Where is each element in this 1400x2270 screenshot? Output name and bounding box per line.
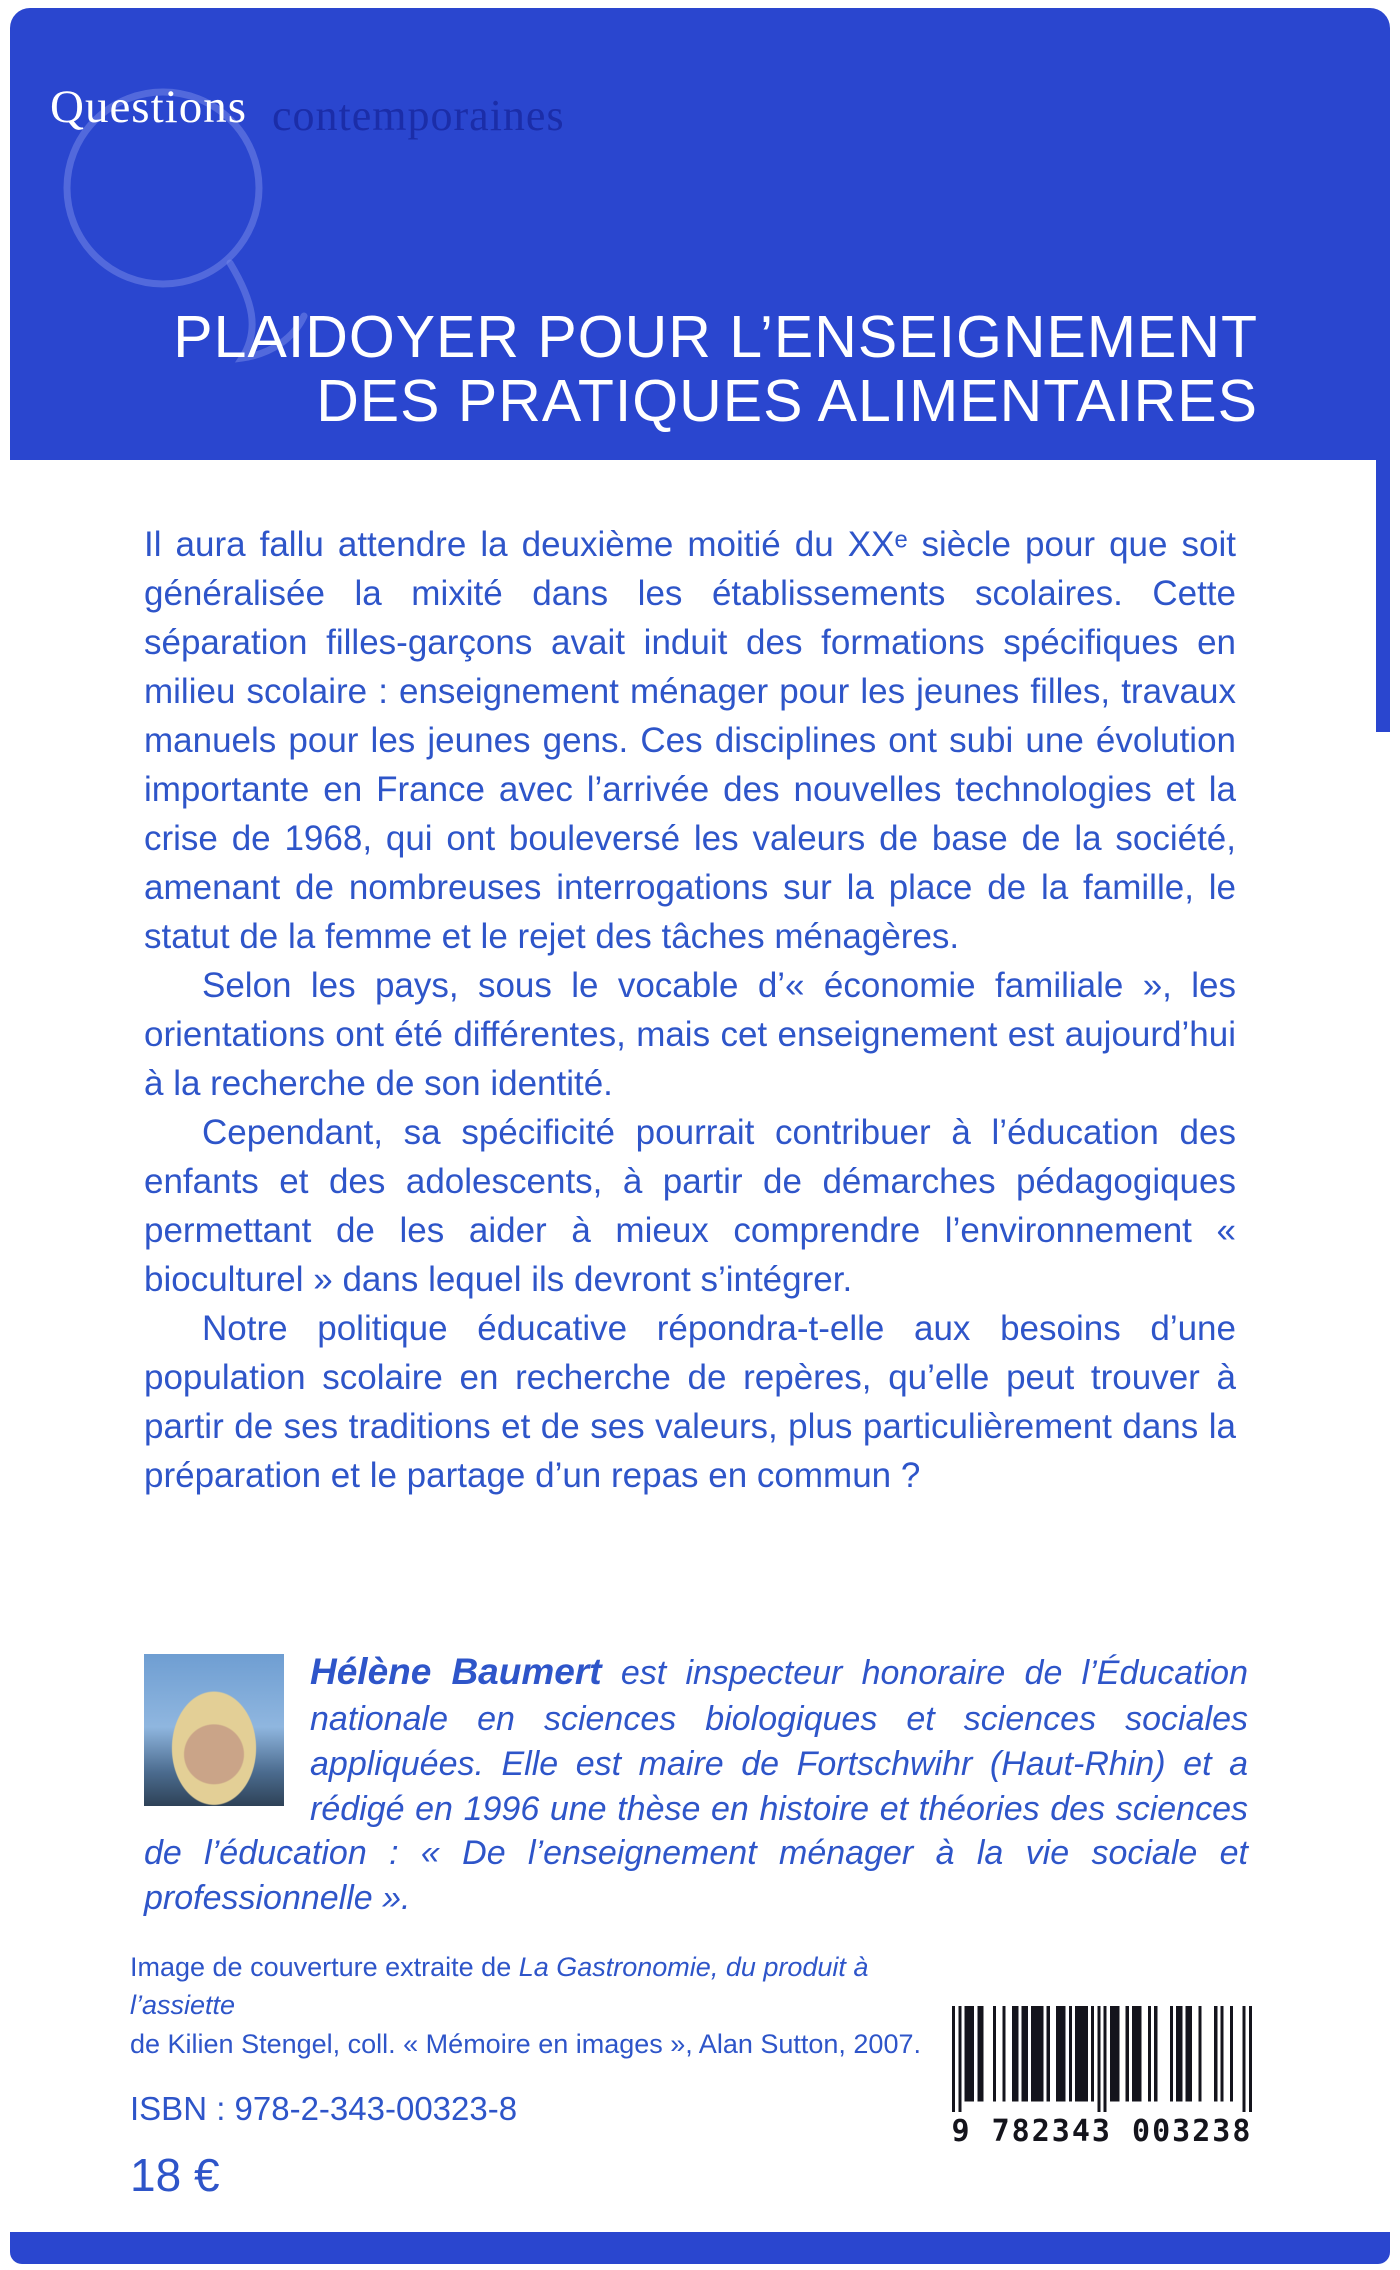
cover-credit-line-2: de Kilien Stengel, coll. « Mémoire en images », Alan Sutton, 2007. bbox=[130, 2028, 921, 2059]
synopsis-paragraph: Il aura fallu attendre la deuxième moitié du XXᵉ siècle pour que soit généralisée la mixité dans les établissements scolaires. Cette séparation filles-garçons avait induit des formations spécifiques en milieu scolaire : enseignement ménager pour les jeunes filles, travaux manuels pour les jeunes gens. Ces disciplines ont subi une évolution importante en France avec l’arrivée des nouvelles technologies et la crise de 1968, qui ont bouleversé les valeurs de base de la société, amenant de nombreuses interrogations sur la place de la famille, le statut de la femme et le rejet des tâches ménagères. bbox=[144, 525, 1236, 956]
synopsis-paragraph: Selon les pays, sous le vocable d’« économie familiale », les orientations ont été différentes, mais cet enseignement est aujourd’hui à la recherche de son identité. bbox=[144, 966, 1236, 1103]
author-photo bbox=[144, 1654, 284, 1806]
bottom-strip bbox=[10, 2232, 1390, 2264]
title-line-1: PLAIDOYER POUR L’ENSEIGNEMENT bbox=[173, 304, 1258, 370]
collection-name-questions: Questions bbox=[50, 81, 247, 133]
isbn: ISBN : 978-2-343-00323-8 bbox=[130, 2090, 518, 2127]
cover-image-credit bbox=[130, 1948, 950, 2063]
barcode bbox=[945, 2006, 1258, 2149]
author-bio bbox=[144, 1648, 1248, 1921]
price: 18 € bbox=[130, 2149, 220, 2201]
header-band bbox=[10, 8, 1390, 460]
collection-name-contemporaines: contemporaines bbox=[272, 91, 565, 140]
barcode-bars bbox=[952, 2006, 1252, 2112]
right-edge-strip bbox=[1376, 460, 1390, 732]
cover-credit-prefix: Image de couverture extraite de bbox=[130, 1952, 519, 1982]
barcode-number: 9 782343 003238 bbox=[951, 2114, 1253, 2149]
book-title bbox=[173, 306, 1258, 433]
synopsis bbox=[144, 520, 1236, 1500]
cover-credit-work-title: La Gastronomie, du produit à l’assiette bbox=[130, 1952, 869, 2021]
author-bio-text: est inspecteur honoraire de l’Éducation nationale en sciences biologiques et sciences sociales appliquées. Elle est maire de Fortschwihr (Haut-Rhin) et a rédigé en 1996 une thèse en histoire et théories des sciences de l’éducation : « De l’enseignement ménager à la vie sociale et professionnelle ». bbox=[144, 1654, 1248, 1918]
synopsis-paragraph: Cependant, sa spécificité pourrait contribuer à l’éducation des enfants et des adolescents, à partir de démarches pédagogiques permettant de les aider à mieux comprendre l’environnement « bioculturel » dans lequel ils devront s’intégrer. bbox=[144, 1113, 1236, 1299]
title-line-2: DES PRATIQUES ALIMENTAIRES bbox=[316, 367, 1258, 434]
synopsis-paragraph: Notre politique éducative répondra-t-elle aux besoins d’une population scolaire en recherche de repères, qu’elle peut trouver à partir de ses traditions et de ses valeurs, plus particulièrement dans la préparation et le partage d’un repas en commun ? bbox=[144, 1309, 1236, 1495]
author-name: Hélène Baumert bbox=[310, 1651, 602, 1692]
cover-credit-line-1 bbox=[130, 1948, 950, 2025]
